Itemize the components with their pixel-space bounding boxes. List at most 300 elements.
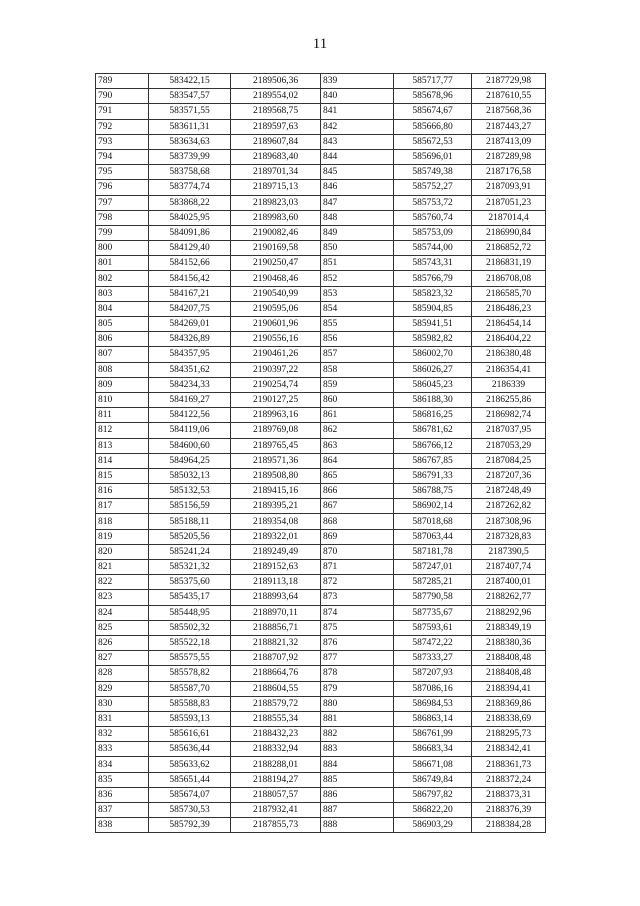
y-coordinate-left: 2188288,01 [231,757,321,772]
x-coordinate-left: 583547,57 [149,89,231,104]
table-row [96,620,546,635]
x-coordinate-left: 585156,59 [149,499,231,514]
point-number-left: 796 [96,180,149,195]
point-number-left: 823 [96,590,149,605]
x-coordinate-right: 587207,93 [394,666,472,681]
point-number-left: 800 [96,241,149,256]
point-number-left: 805 [96,317,149,332]
table-row [96,195,546,210]
point-number-left: 833 [96,742,149,757]
point-number-left: 813 [96,438,149,453]
point-number-left: 798 [96,210,149,225]
point-number-left: 818 [96,514,149,529]
x-coordinate-right: 586749,84 [394,772,472,787]
y-coordinate-left: 2189113,18 [231,575,321,590]
point-number-left: 811 [96,408,149,423]
y-coordinate-left: 2190468,46 [231,271,321,286]
y-coordinate-right: 2187413,09 [472,134,546,149]
point-number-left: 789 [96,74,149,89]
table-row [96,651,546,666]
y-coordinate-left: 2190397,22 [231,362,321,377]
table-row [96,544,546,559]
point-number-left: 814 [96,453,149,468]
point-number-left: 806 [96,332,149,347]
x-coordinate-left: 585651,44 [149,772,231,787]
x-coordinate-left: 584129,40 [149,241,231,256]
x-coordinate-left: 585578,82 [149,666,231,681]
table-row [96,560,546,575]
y-coordinate-left: 2190250,47 [231,256,321,271]
y-coordinate-right: 2186404,22 [472,332,546,347]
y-coordinate-left: 2188432,23 [231,727,321,742]
point-number-right: 871 [321,560,394,575]
x-coordinate-left: 583774,74 [149,180,231,195]
table-row [96,757,546,772]
point-number-left: 829 [96,681,149,696]
table-row [96,271,546,286]
y-coordinate-left: 2189701,34 [231,165,321,180]
x-coordinate-right: 586903,29 [394,818,472,833]
x-coordinate-right: 587735,67 [394,605,472,620]
point-number-left: 827 [96,651,149,666]
coordinates-table-body [96,74,546,833]
x-coordinate-right: 586761,99 [394,727,472,742]
y-coordinate-left: 2190556,16 [231,332,321,347]
table-row [96,408,546,423]
x-coordinate-left: 585032,13 [149,468,231,483]
point-number-right: 867 [321,499,394,514]
y-coordinate-left: 2190254,74 [231,377,321,392]
x-coordinate-left: 584207,75 [149,301,231,316]
point-number-left: 809 [96,377,149,392]
table-row [96,499,546,514]
y-coordinate-left: 2188332,94 [231,742,321,757]
point-number-left: 837 [96,803,149,818]
y-coordinate-left: 2188604,55 [231,681,321,696]
point-number-right: 853 [321,286,394,301]
table-row [96,392,546,407]
point-number-right: 865 [321,468,394,483]
table-row [96,347,546,362]
x-coordinate-right: 586984,53 [394,696,472,711]
table-row [96,180,546,195]
x-coordinate-left: 584357,95 [149,347,231,362]
y-coordinate-right: 2187610,55 [472,89,546,104]
x-coordinate-left: 585636,44 [149,742,231,757]
point-number-left: 808 [96,362,149,377]
y-coordinate-right: 2187053,29 [472,438,546,453]
y-coordinate-left: 2188194,27 [231,772,321,787]
x-coordinate-right: 585717,77 [394,74,472,89]
x-coordinate-left: 583758,68 [149,165,231,180]
y-coordinate-right: 2188262,77 [472,590,546,605]
y-coordinate-right: 2187093,91 [472,180,546,195]
y-coordinate-left: 2188970,11 [231,605,321,620]
x-coordinate-left: 585205,56 [149,529,231,544]
point-number-left: 820 [96,544,149,559]
y-coordinate-left: 2189554,02 [231,89,321,104]
point-number-right: 844 [321,149,394,164]
y-coordinate-left: 2189506,36 [231,74,321,89]
y-coordinate-left: 2188993,64 [231,590,321,605]
x-coordinate-right: 586045,23 [394,377,472,392]
y-coordinate-right: 2187390,5 [472,544,546,559]
y-coordinate-left: 2188555,34 [231,711,321,726]
x-coordinate-left: 583611,31 [149,119,231,134]
point-number-left: 824 [96,605,149,620]
y-coordinate-right: 2188380,36 [472,635,546,650]
y-coordinate-left: 2189823,03 [231,195,321,210]
table-row [96,377,546,392]
x-coordinate-right: 585674,67 [394,104,472,119]
y-coordinate-left: 2188579,72 [231,696,321,711]
x-coordinate-left: 585241,24 [149,544,231,559]
y-coordinate-right: 2188372,24 [472,772,546,787]
point-number-right: 880 [321,696,394,711]
point-number-left: 793 [96,134,149,149]
point-number-right: 885 [321,772,394,787]
y-coordinate-right: 2187400,01 [472,575,546,590]
x-coordinate-left: 585435,17 [149,590,231,605]
page-number: 11 [312,36,328,52]
y-coordinate-right: 2186354,41 [472,362,546,377]
y-coordinate-left: 2189715,13 [231,180,321,195]
table-row [96,210,546,225]
x-coordinate-right: 586781,62 [394,423,472,438]
x-coordinate-right: 585753,72 [394,195,472,210]
x-coordinate-left: 585375,60 [149,575,231,590]
point-number-left: 835 [96,772,149,787]
point-number-left: 795 [96,165,149,180]
point-number-right: 886 [321,787,394,802]
y-coordinate-right: 2188408,48 [472,651,546,666]
point-number-right: 881 [321,711,394,726]
x-coordinate-right: 586671,08 [394,757,472,772]
table-row [96,256,546,271]
x-coordinate-left: 584169,27 [149,392,231,407]
table-row [96,286,546,301]
y-coordinate-right: 2187262,82 [472,499,546,514]
y-coordinate-right: 2188376,39 [472,803,546,818]
x-coordinate-left: 584152,66 [149,256,231,271]
x-coordinate-left: 585502,32 [149,620,231,635]
y-coordinate-right: 2188408,48 [472,666,546,681]
y-coordinate-right: 2187407,74 [472,560,546,575]
y-coordinate-right: 2186380,48 [472,347,546,362]
x-coordinate-left: 584326,89 [149,332,231,347]
x-coordinate-left: 584156,42 [149,271,231,286]
x-coordinate-left: 584351,62 [149,362,231,377]
point-number-right: 873 [321,590,394,605]
x-coordinate-right: 585743,31 [394,256,472,271]
point-number-right: 876 [321,635,394,650]
y-coordinate-left: 2189765,45 [231,438,321,453]
table-row [96,590,546,605]
point-number-left: 812 [96,423,149,438]
x-coordinate-right: 586026,27 [394,362,472,377]
y-coordinate-left: 2190169,58 [231,241,321,256]
point-number-left: 832 [96,727,149,742]
x-coordinate-left: 585588,83 [149,696,231,711]
y-coordinate-left: 2187855,73 [231,818,321,833]
y-coordinate-left: 2189395,21 [231,499,321,514]
y-coordinate-right: 2186255,86 [472,392,546,407]
point-number-right: 861 [321,408,394,423]
point-number-right: 863 [321,438,394,453]
x-coordinate-right: 586683,34 [394,742,472,757]
x-coordinate-left: 585522,18 [149,635,231,650]
y-coordinate-left: 2190601,96 [231,317,321,332]
y-coordinate-right: 2188342,41 [472,742,546,757]
point-number-right: 879 [321,681,394,696]
x-coordinate-right: 587181,78 [394,544,472,559]
y-coordinate-left: 2189597,63 [231,119,321,134]
point-number-left: 834 [96,757,149,772]
x-coordinate-left: 585321,32 [149,560,231,575]
point-number-right: 874 [321,605,394,620]
point-number-right: 862 [321,423,394,438]
table-row [96,149,546,164]
y-coordinate-left: 2189152,63 [231,560,321,575]
x-coordinate-left: 584600,60 [149,438,231,453]
y-coordinate-right: 2188361,73 [472,757,546,772]
point-number-right: 840 [321,89,394,104]
x-coordinate-left: 584269,01 [149,317,231,332]
x-coordinate-right: 587790,58 [394,590,472,605]
x-coordinate-left: 584119,06 [149,423,231,438]
point-number-left: 825 [96,620,149,635]
x-coordinate-right: 587333,27 [394,651,472,666]
point-number-right: 856 [321,332,394,347]
y-coordinate-right: 2187037,95 [472,423,546,438]
x-coordinate-right: 586188,30 [394,392,472,407]
x-coordinate-right: 585696,01 [394,149,472,164]
y-coordinate-right: 2188338,69 [472,711,546,726]
x-coordinate-left: 585132,53 [149,484,231,499]
point-number-left: 831 [96,711,149,726]
y-coordinate-left: 2189354,08 [231,514,321,529]
table-row [96,711,546,726]
table-row [96,468,546,483]
x-coordinate-left: 585674,07 [149,787,231,802]
table-row [96,818,546,833]
point-number-left: 799 [96,225,149,240]
y-coordinate-right: 2187207,36 [472,468,546,483]
table-row [96,165,546,180]
x-coordinate-right: 586766,12 [394,438,472,453]
y-coordinate-right: 2186454,14 [472,317,546,332]
x-coordinate-left: 585593,13 [149,711,231,726]
point-number-left: 804 [96,301,149,316]
y-coordinate-left: 2189249,49 [231,544,321,559]
coordinates-table [95,73,546,833]
point-number-left: 826 [96,635,149,650]
y-coordinate-right: 2188369,86 [472,696,546,711]
y-coordinate-right: 2186585,70 [472,286,546,301]
y-coordinate-left: 2189983,60 [231,210,321,225]
x-coordinate-right: 586863,14 [394,711,472,726]
point-number-left: 828 [96,666,149,681]
point-number-left: 790 [96,89,149,104]
x-coordinate-left: 583571,55 [149,104,231,119]
x-coordinate-left: 585730,53 [149,803,231,818]
table-row [96,772,546,787]
table-row [96,332,546,347]
y-coordinate-left: 2188057,57 [231,787,321,802]
x-coordinate-right: 587086,16 [394,681,472,696]
point-number-right: 859 [321,377,394,392]
table-row [96,635,546,650]
x-coordinate-right: 585744,00 [394,241,472,256]
point-number-right: 870 [321,544,394,559]
x-coordinate-right: 585666,80 [394,119,472,134]
y-coordinate-right: 2187176,58 [472,165,546,180]
table-row [96,119,546,134]
y-coordinate-right: 2188373,31 [472,787,546,802]
y-coordinate-right: 2188384,28 [472,818,546,833]
y-coordinate-left: 2189769,08 [231,423,321,438]
y-coordinate-left: 2188664,76 [231,666,321,681]
table-row [96,438,546,453]
point-number-left: 816 [96,484,149,499]
y-coordinate-right: 2187308,96 [472,514,546,529]
x-coordinate-right: 585752,27 [394,180,472,195]
point-number-right: 860 [321,392,394,407]
point-number-right: 846 [321,180,394,195]
x-coordinate-right: 587285,21 [394,575,472,590]
x-coordinate-right: 586788,75 [394,484,472,499]
point-number-right: 864 [321,453,394,468]
x-coordinate-right: 587018,68 [394,514,472,529]
x-coordinate-right: 585982,82 [394,332,472,347]
x-coordinate-right: 587472,22 [394,635,472,650]
x-coordinate-left: 585792,39 [149,818,231,833]
x-coordinate-left: 583422,15 [149,74,231,89]
y-coordinate-right: 2186990,84 [472,225,546,240]
table-row [96,317,546,332]
y-coordinate-left: 2189607,84 [231,134,321,149]
point-number-right: 849 [321,225,394,240]
x-coordinate-right: 585941,51 [394,317,472,332]
y-coordinate-left: 2189571,36 [231,453,321,468]
point-number-left: 821 [96,560,149,575]
point-number-right: 868 [321,514,394,529]
table-row [96,514,546,529]
y-coordinate-right: 2188292,96 [472,605,546,620]
y-coordinate-right: 2186831,19 [472,256,546,271]
point-number-right: 884 [321,757,394,772]
point-number-left: 802 [96,271,149,286]
y-coordinate-left: 2189963,16 [231,408,321,423]
y-coordinate-right: 2188349,19 [472,620,546,635]
table-row [96,484,546,499]
point-number-left: 794 [96,149,149,164]
x-coordinate-right: 587247,01 [394,560,472,575]
table-row [96,423,546,438]
point-number-left: 792 [96,119,149,134]
x-coordinate-left: 583868,22 [149,195,231,210]
y-coordinate-left: 2189683,40 [231,149,321,164]
table-row [96,89,546,104]
table-row [96,727,546,742]
table-row [96,225,546,240]
x-coordinate-left: 585575,55 [149,651,231,666]
y-coordinate-left: 2188707,92 [231,651,321,666]
point-number-left: 803 [96,286,149,301]
y-coordinate-right: 2187729,98 [472,74,546,89]
table-row [96,787,546,802]
y-coordinate-left: 2188821,32 [231,635,321,650]
y-coordinate-right: 2187568,36 [472,104,546,119]
point-number-right: 883 [321,742,394,757]
table-row [96,301,546,316]
point-number-right: 882 [321,727,394,742]
y-coordinate-left: 2189568,75 [231,104,321,119]
x-coordinate-right: 587593,61 [394,620,472,635]
point-number-right: 847 [321,195,394,210]
point-number-left: 801 [96,256,149,271]
point-number-right: 888 [321,818,394,833]
table-row [96,666,546,681]
table-row [96,134,546,149]
point-number-right: 841 [321,104,394,119]
x-coordinate-left: 583739,99 [149,149,231,164]
point-number-left: 822 [96,575,149,590]
point-number-left: 836 [96,787,149,802]
point-number-right: 845 [321,165,394,180]
x-coordinate-left: 583634,63 [149,134,231,149]
x-coordinate-right: 585678,96 [394,89,472,104]
point-number-right: 866 [321,484,394,499]
point-number-right: 887 [321,803,394,818]
point-number-right: 875 [321,620,394,635]
x-coordinate-left: 584122,56 [149,408,231,423]
point-number-left: 830 [96,696,149,711]
x-coordinate-right: 585672,53 [394,134,472,149]
table-row [96,742,546,757]
point-number-right: 877 [321,651,394,666]
point-number-right: 848 [321,210,394,225]
point-number-right: 852 [321,271,394,286]
table-row [96,529,546,544]
x-coordinate-right: 585753,09 [394,225,472,240]
table-row [96,605,546,620]
x-coordinate-left: 584234,33 [149,377,231,392]
x-coordinate-left: 584964,25 [149,453,231,468]
point-number-right: 854 [321,301,394,316]
x-coordinate-right: 586791,33 [394,468,472,483]
y-coordinate-right: 2186486,23 [472,301,546,316]
point-number-right: 869 [321,529,394,544]
y-coordinate-right: 2187248,49 [472,484,546,499]
y-coordinate-right: 2187443,27 [472,119,546,134]
y-coordinate-left: 2190540,99 [231,286,321,301]
point-number-left: 838 [96,818,149,833]
point-number-right: 872 [321,575,394,590]
point-number-right: 858 [321,362,394,377]
point-number-right: 843 [321,134,394,149]
y-coordinate-right: 2188394,41 [472,681,546,696]
x-coordinate-left: 584167,21 [149,286,231,301]
y-coordinate-right: 2187014,4 [472,210,546,225]
x-coordinate-right: 585766,79 [394,271,472,286]
y-coordinate-right: 2188295,73 [472,727,546,742]
point-number-left: 810 [96,392,149,407]
point-number-right: 851 [321,256,394,271]
x-coordinate-right: 585760,74 [394,210,472,225]
x-coordinate-left: 585616,61 [149,727,231,742]
y-coordinate-left: 2187932,41 [231,803,321,818]
